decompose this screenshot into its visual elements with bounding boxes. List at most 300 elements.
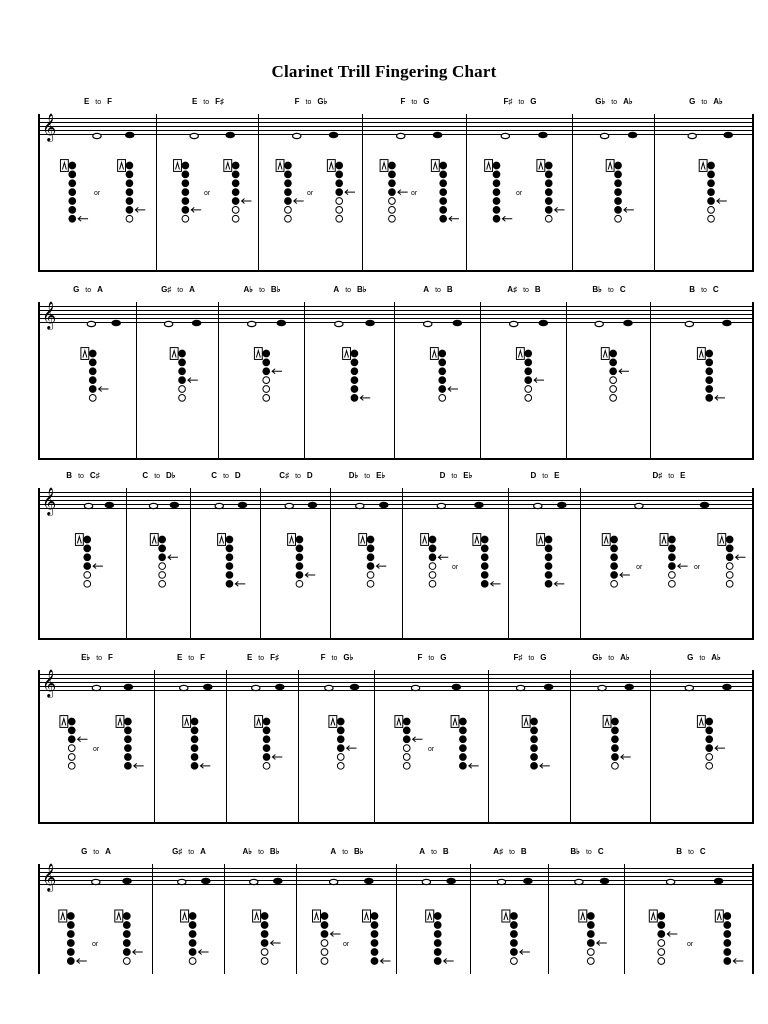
tone-hole [321,958,328,965]
tone-hole [351,377,358,384]
tone-hole [429,554,436,561]
tone-hole [440,180,447,187]
trill-label [549,847,625,856]
tone-hole [493,162,500,169]
trill-key-arrow [135,207,145,212]
trill-to-note: F [108,653,113,662]
tone-hole [706,395,713,402]
fingering-svg [40,506,126,638]
trill-cell [136,285,219,458]
trill-key-arrow [200,763,210,768]
tone-hole [545,536,552,543]
tone-hole [125,718,132,725]
tone-hole [493,215,500,222]
tone-hole [587,913,594,920]
tone-hole [232,207,239,214]
tone-hole [610,395,617,402]
tone-hole [429,563,436,570]
tone-hole [263,718,270,725]
tone-hole [263,727,270,734]
tone-hole [587,940,594,947]
trill-key-arrow [305,572,315,577]
tone-hole [615,207,622,214]
trill-cell [40,471,126,638]
tone-hole [351,386,358,393]
tone-hole [615,162,622,169]
alt-or-text: or [516,190,523,198]
trill-key-arrow [381,959,391,964]
tone-hole [285,215,292,222]
trill-connector: to [188,849,195,856]
trill-key-arrow [597,941,607,946]
fingering-svg [40,688,154,822]
tone-hole [611,545,618,552]
tone-hole [706,377,713,384]
tone-hole [403,736,410,743]
trill-cell [396,847,471,974]
tone-hole [125,745,132,752]
trill-cell [298,653,375,822]
tone-hole [263,754,270,761]
chart-panel [38,285,754,460]
tone-hole [182,162,189,169]
tone-hole [545,563,552,570]
tone-hole [481,536,488,543]
tone-hole [429,580,436,587]
trill-label [219,285,305,294]
trill-connector: to [223,473,229,480]
tone-hole [159,580,166,587]
tone-hole [371,913,378,920]
tone-hole [389,162,396,169]
trill-from-note: G♭ [595,97,606,106]
tone-hole [69,207,76,214]
tone-hole [189,958,196,965]
tone-hole [296,572,303,579]
trill-connector: to [258,655,265,662]
trill-key-arrow [99,387,109,392]
tone-hole [615,215,622,222]
tone-hole [84,545,91,552]
trill-from-note: B♭ [570,847,580,856]
tone-hole [89,395,96,402]
trill-key-arrow [449,216,459,221]
tone-hole [724,949,731,956]
trill-cell [156,97,259,270]
fingering-svg [489,688,571,822]
fingering-diagram [489,688,571,822]
trill-label [625,847,757,856]
trill-cell [548,847,625,974]
tone-hole [371,922,378,929]
tone-hole [232,215,239,222]
fingering-svg [259,132,363,270]
tone-hole [126,171,133,178]
tone-hole [263,762,270,769]
tone-hole [336,207,343,214]
tone-hole [611,580,618,587]
fingering-diagram [651,320,757,458]
tone-hole [285,207,292,214]
trill-connector: to [95,99,102,106]
tone-hole [367,580,374,587]
tone-hole [403,762,410,769]
fingering-svg [331,506,403,638]
tone-hole [511,931,518,938]
fingering-svg [227,688,299,822]
tone-hole [68,718,75,725]
tone-hole [481,580,488,587]
trill-cell [190,471,261,638]
tone-hole [612,727,619,734]
tone-hole [460,754,467,761]
trill-label [299,653,375,662]
tone-hole [123,913,130,920]
tone-hole [511,958,518,965]
tone-hole [706,350,713,357]
tone-hole [226,580,233,587]
fingering-svg [219,320,305,458]
trill-key-arrow [199,950,209,955]
trill-from-note: B [689,285,696,294]
trill-label [153,847,225,856]
chart-panel [38,847,754,974]
tone-hole [179,350,186,357]
tone-hole [232,171,239,178]
fingering-diagram [403,506,509,638]
tone-hole [371,931,378,938]
tone-hole [125,754,132,761]
tone-hole [531,736,538,743]
trill-cell [470,847,549,974]
tone-hole [261,940,268,947]
tone-hole [285,180,292,187]
trill-connector: to [523,287,529,294]
tone-hole [126,189,133,196]
tone-hole [296,580,303,587]
trill-key-arrow [715,746,725,751]
trill-to-note: A♭ [623,97,633,106]
trill-key-arrow [715,395,725,400]
tone-hole [191,754,198,761]
tone-hole [126,207,133,214]
tone-hole [439,350,446,357]
trill-cell [580,471,757,638]
fingering-diagram [127,506,191,638]
tone-hole [191,762,198,769]
trill-from-note: E [191,97,198,106]
tone-hole [263,736,270,743]
tone-hole [226,554,233,561]
fingering-svg [625,882,757,974]
fingering-svg [375,688,489,822]
tone-hole [493,198,500,205]
treble-clef-icon: 𝄞 [42,669,57,697]
tone-hole [84,554,91,561]
trill-connector: to [258,849,264,856]
trill-cell [508,471,581,638]
fingering-diagram [363,132,467,270]
tone-hole [261,958,268,965]
trill-from-note: D [530,471,537,480]
tone-hole [191,718,198,725]
tone-hole [610,377,617,384]
fingering-diagram [297,882,397,974]
trill-to-note: A [200,847,206,856]
tone-hole [389,198,396,205]
trill-label [155,653,227,662]
trill-from-note: A♭ [242,847,253,856]
trill-cell [154,653,227,822]
chart-panel [38,471,754,640]
tone-hole [545,580,552,587]
tone-hole [296,545,303,552]
tone-hole [337,762,344,769]
trill-connector: to [295,473,301,480]
tone-hole [84,563,91,570]
tone-hole [658,958,665,965]
tone-hole [191,736,198,743]
tone-hole [321,922,328,929]
tone-hole [337,718,344,725]
tone-hole [440,171,447,178]
trill-key-arrow [469,763,479,768]
tone-hole [587,931,594,938]
tone-hole [439,386,446,393]
tone-hole [460,745,467,752]
trill-label [363,97,467,106]
tone-hole [182,207,189,214]
tone-hole [263,386,270,393]
trill-connector: to [699,655,706,662]
tone-hole [232,162,239,169]
fingering-diagram [549,882,625,974]
trill-cell [260,471,331,638]
trill-to-note: B♭ [270,285,281,294]
fingering-diagram [397,882,471,974]
tone-hole [545,198,552,205]
tone-hole [263,359,270,366]
tone-hole [69,198,76,205]
trill-from-note: A [419,847,426,856]
fingering-diagram [467,132,573,270]
tone-hole [610,368,617,375]
tone-hole [68,754,75,761]
tone-hole [125,762,132,769]
tone-hole [337,754,344,761]
fingering-diagram [137,320,219,458]
fingering-diagram [261,506,331,638]
tone-hole [351,368,358,375]
tone-hole [658,913,665,920]
trill-cell [224,847,297,974]
trill-key-arrow [188,378,198,383]
fingering-svg [567,320,651,458]
tone-hole [493,171,500,178]
trill-from-note: D♭ [348,471,359,480]
tone-hole [434,922,441,929]
trill-to-note: G [440,653,447,662]
trill-connector: to [518,99,525,106]
tone-hole [159,572,166,579]
tone-hole [525,359,532,366]
tone-hole [389,189,396,196]
tone-hole [68,736,75,743]
trill-cell [488,653,571,822]
tone-hole [371,940,378,947]
trill-from-note: F♯ [513,653,523,662]
tone-hole [69,189,76,196]
trill-cell [40,847,152,974]
fingering-diagram [157,132,259,270]
trill-key-arrow [620,572,630,577]
tone-hole [403,727,410,734]
fingering-diagram [299,688,375,822]
trill-label [305,285,395,294]
treble-clef-icon: 𝄞 [42,301,57,329]
trill-key-arrow [272,369,282,374]
tone-hole [669,563,676,570]
trill-from-note: B [66,471,73,480]
tone-hole [159,545,166,552]
trill-key-arrow [398,190,408,195]
trill-cell [304,285,395,458]
alt-or-text: or [204,190,211,198]
tone-hole [481,572,488,579]
trill-cell [152,847,225,974]
fingering-diagram [395,320,481,458]
tone-hole [708,171,715,178]
tone-hole [68,727,75,734]
fingering-diagram [471,882,549,974]
tone-hole [285,171,292,178]
tone-hole [531,754,538,761]
trill-cell [480,285,567,458]
tone-hole [389,180,396,187]
fingering-svg [40,132,156,270]
trill-from-note: A [333,285,340,294]
trill-to-note: B♭ [354,847,364,856]
fingering-svg [581,506,757,638]
tone-hole [706,359,713,366]
trill-key-arrow [242,199,252,204]
fingering-diagram [155,688,227,822]
chart-row [38,846,754,974]
fingering-diagram [219,320,305,458]
tone-hole [493,207,500,214]
tone-hole [440,198,447,205]
tone-hole [263,350,270,357]
trill-connector: to [688,849,694,856]
tone-hole [706,718,713,725]
trill-to-note: A [105,847,111,856]
fingering-svg [651,320,757,458]
trill-to-note: C♯ [89,471,100,480]
trill-label [40,285,136,294]
tone-hole [403,745,410,752]
tone-hole [179,368,186,375]
trill-from-note: G [81,847,88,856]
trill-cell [258,97,363,270]
fingering-diagram [191,506,261,638]
tone-hole [69,215,76,222]
tone-hole [261,913,268,920]
tone-hole [179,395,186,402]
tone-hole [611,563,618,570]
tone-hole [525,386,532,393]
tone-hole [545,189,552,196]
trill-from-note: A♭ [243,285,254,294]
trill-label [571,653,651,662]
trill-label [40,97,156,106]
trill-key-arrow [502,216,512,221]
tone-hole [726,563,733,570]
tone-hole [263,395,270,402]
trill-to-note: B [520,847,527,856]
trill-connector: to [342,849,349,856]
tone-hole [371,958,378,965]
trill-from-note: F [320,653,326,662]
tone-hole [545,171,552,178]
tone-hole [708,189,715,196]
tone-hole [296,554,303,561]
trill-connector: to [611,99,618,106]
tone-hole [123,922,130,929]
tone-hole [182,215,189,222]
trill-from-note: G [687,653,694,662]
fingering-svg [481,320,567,458]
tone-hole [261,922,268,929]
fingering-svg [549,882,625,974]
fingering-svg [225,882,297,974]
trill-key-arrow [78,737,88,742]
fingering-diagram [225,882,297,974]
tone-hole [669,536,676,543]
trill-to-note: B [446,285,453,294]
tone-hole [460,718,467,725]
tone-hole [531,718,538,725]
tone-hole [285,189,292,196]
tone-hole [610,350,617,357]
fingering-diagram [375,688,489,822]
tone-hole [389,207,396,214]
fingering-diagram [651,688,757,822]
tone-hole [493,189,500,196]
trill-label [509,471,581,480]
fingering-diagram [655,132,757,270]
trill-key-arrow [717,199,727,204]
tone-hole [159,536,166,543]
trill-to-note: D [234,471,241,480]
tone-hole [189,940,196,947]
tone-hole [125,736,132,743]
fingering-svg [137,320,219,458]
tone-hole [159,554,166,561]
trill-cell [402,471,509,638]
trill-key-arrow [376,564,386,569]
trill-key-arrow [733,959,743,964]
trill-key-arrow [678,564,688,569]
trill-label [259,97,363,106]
tone-hole [67,949,74,956]
tone-hole [367,545,374,552]
tone-hole [724,931,731,938]
tone-hole [367,572,374,579]
fingering-svg [651,688,757,822]
tone-hole [706,736,713,743]
tone-hole [123,940,130,947]
chart-row [38,652,754,824]
